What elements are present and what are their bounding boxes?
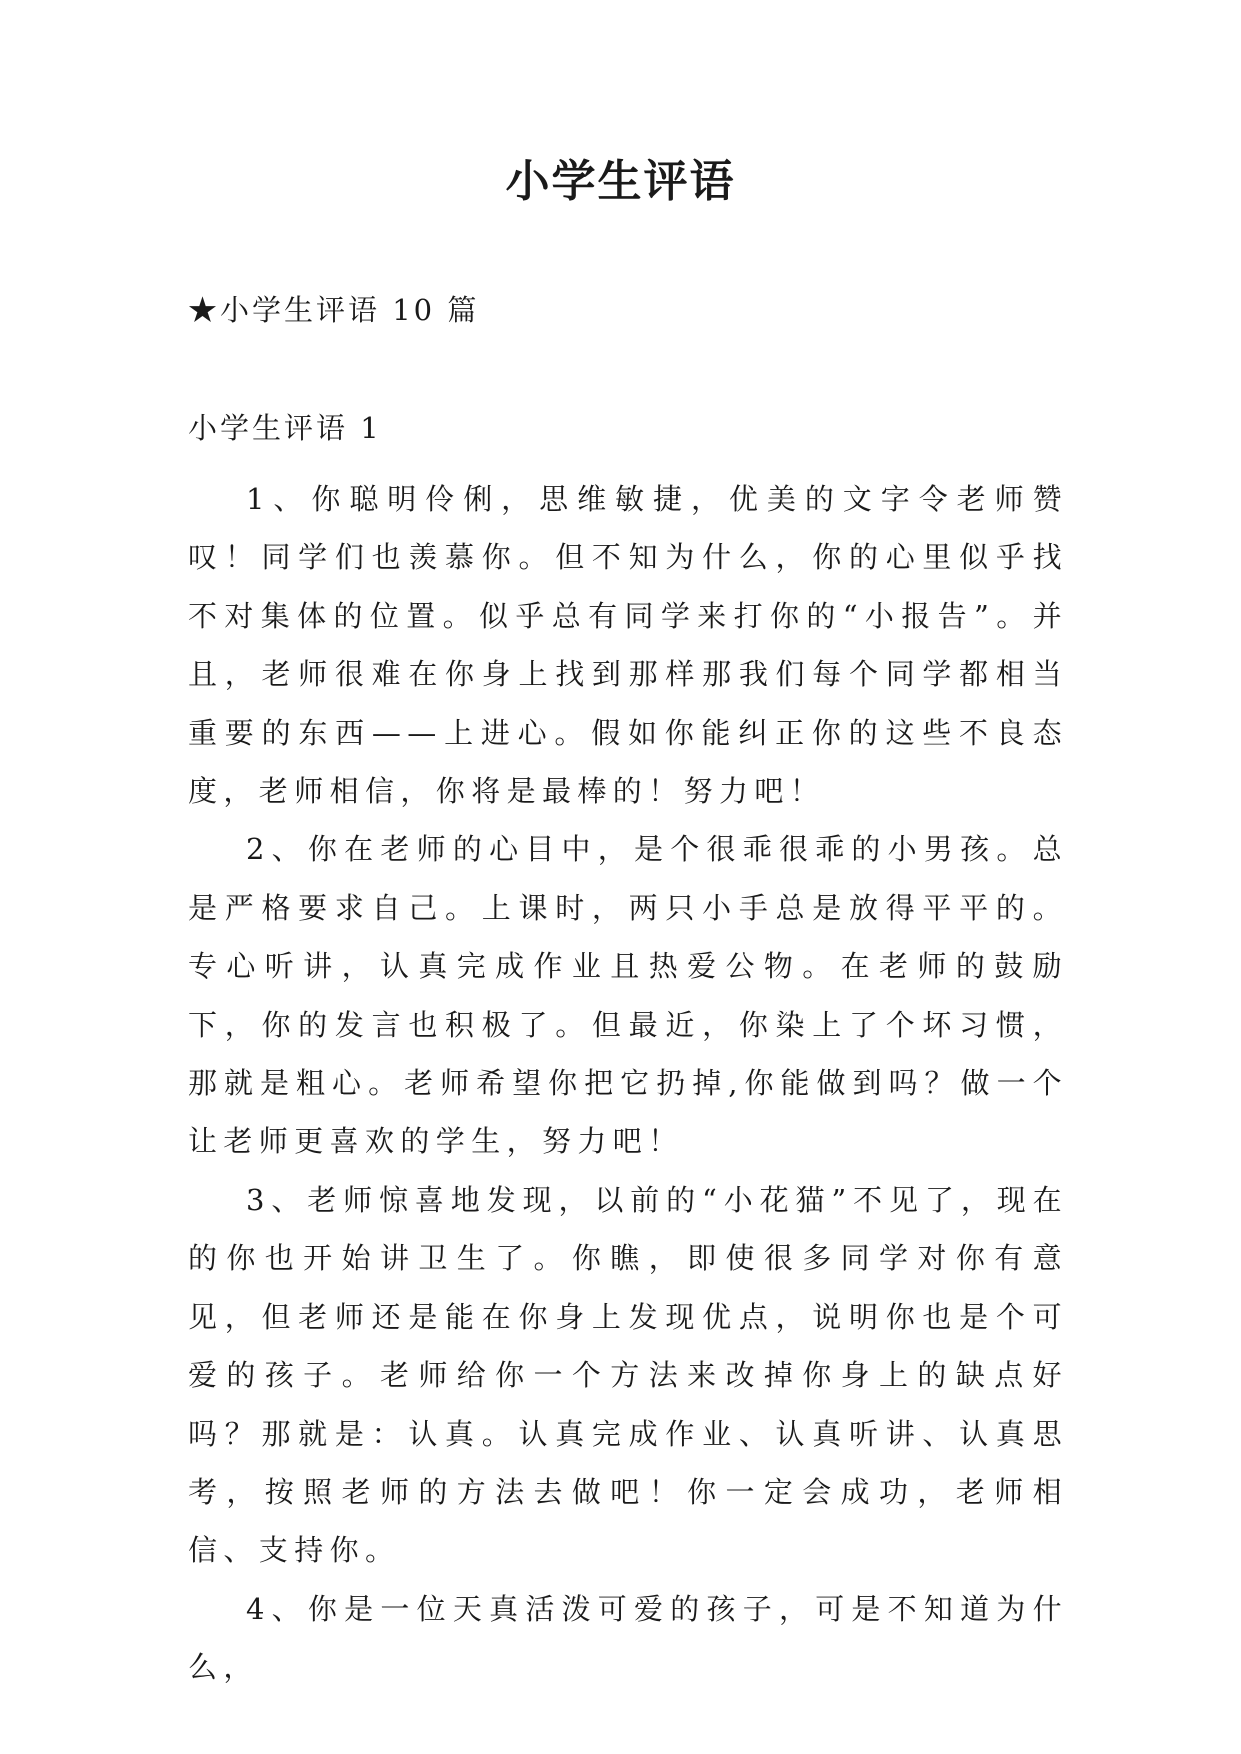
paragraph-4: 4、你是一位天真活泼可爱的孩子，可是不知道为什么， [188,1591,1068,1685]
paragraph-2: 2、你在老师的心目中，是个很乖很乖的小男孩。总是严格要求自己。上课时，两只小手总是放得平平的。专心听讲，认真完成作业且热爱公物。在老师的鼓励下，你的发言也积极了。但最近，你染上了个坏习惯，那就是粗心。老师希望你把它扔掉,你能做到吗？做一个让老师更喜欢的学生，努力吧！ [188,832,1068,1159]
paragraph-1: 1、你聪明伶俐，思维敏捷，优美的文字令老师赞叹！同学们也羡慕你。但不知为什么，你的心里似乎找不对集体的位置。似乎总有同学来打你的“小报告”。并且，老师很难在你身上找到那样那我们每个同学都相当重要的东西——上进心。假如你能纠正你的这些不良态度，老师相信，你将是最棒的！努力吧！ [188,482,1068,809]
paragraph-3: 3、老师惊喜地发现，以前的“小花猫”不见了，现在的你也开始讲卫生了。你瞧，即使很多同学对你有意见，但老师还是能在你身上发现优点，说明你也是个可爱的孩子。老师给你一个方法来改掉你身上的缺点好吗？那就是：认真。认真完成作业、认真听讲、认真思考，按照老师的方法去做吧！你一定会成功，老师相信、支持你。 [188,1182,1068,1568]
document-title: 小学生评语 [505,156,736,207]
document-body [188,470,1068,1697]
section-heading: 小学生评语 1 [188,411,382,445]
document-subtitle: ★小学生评语 10 篇 [188,293,480,327]
